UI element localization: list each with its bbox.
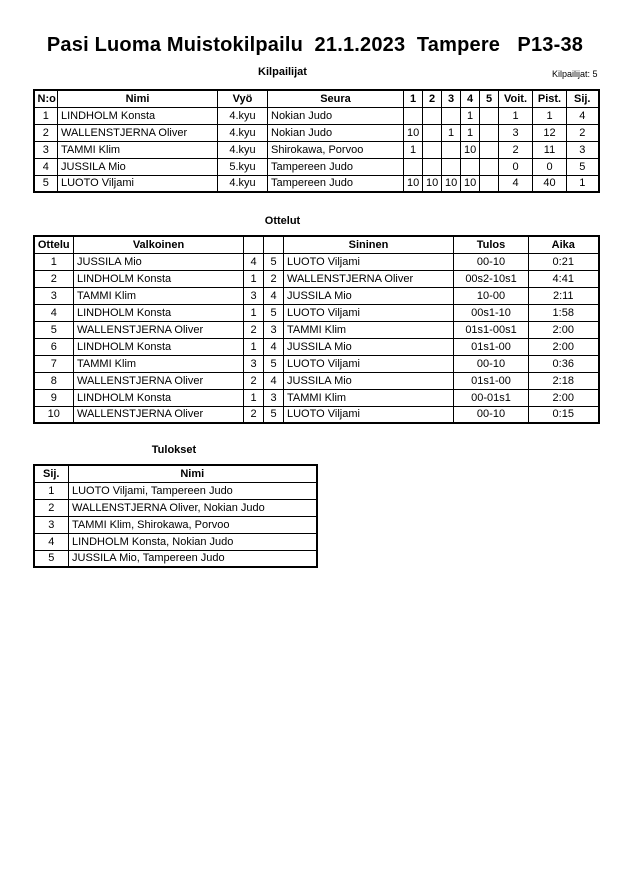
page-title: Pasi Luoma Muistokilpailu 21.1.2023 Tampere P13-38 (46, 34, 584, 56)
cell-tulos: 00s1-10 (454, 304, 529, 321)
cell-valkoinen: WALLENSTJERNA Oliver (74, 372, 244, 389)
cell-sininen: LUOTO Viljami (284, 253, 454, 270)
cell-ottelu: 1 (34, 253, 74, 270)
col-header-sij: Sij. (34, 465, 69, 482)
cell-round-5 (480, 141, 499, 158)
cell-aika: 2:00 (529, 321, 599, 338)
ottelu-row (34, 355, 599, 372)
cell-valkoinen-num: 1 (244, 389, 264, 406)
cell-ottelu: 7 (34, 355, 74, 372)
cell-valkoinen-num: 1 (244, 270, 264, 287)
cell-aika: 2:00 (529, 389, 599, 406)
cell-tulos: 00-10 (454, 355, 529, 372)
cell-sininen-num: 3 (264, 321, 284, 338)
cell-nimi: TAMMI Klim (58, 141, 218, 158)
kilpailija-row (34, 107, 599, 124)
cell-sininen: LUOTO Viljami (284, 355, 454, 372)
cell-sininen: JUSSILA Mio (284, 338, 454, 355)
ottelu-row (34, 287, 599, 304)
tulokset-table (33, 464, 318, 568)
cell-nimi: LUOTO Viljami (58, 175, 218, 192)
cell-aika: 0:15 (529, 406, 599, 423)
cell-round-5 (480, 124, 499, 141)
cell-ottelu: 4 (34, 304, 74, 321)
tulokset-heading: Tulokset (151, 444, 197, 456)
cell-seura: Nokian Judo (268, 124, 404, 141)
tulos-row (34, 516, 317, 533)
cell-round-5 (480, 107, 499, 124)
cell-no: 3 (34, 141, 58, 158)
cell-round-1: 10 (404, 124, 423, 141)
ottelut-heading: Ottelut (264, 215, 301, 227)
cell-ottelu: 9 (34, 389, 74, 406)
cell-sininen: JUSSILA Mio (284, 372, 454, 389)
tulos-row (34, 533, 317, 550)
tulos-row (34, 482, 317, 499)
cell-ottelu: 10 (34, 406, 74, 423)
cell-round-4: 1 (461, 107, 480, 124)
cell-ottelu: 6 (34, 338, 74, 355)
cell-valkoinen-num: 1 (244, 338, 264, 355)
cell-voit: 2 (499, 141, 533, 158)
col-header-nimi: Nimi (58, 90, 218, 107)
cell-valkoinen: TAMMI Klim (74, 355, 244, 372)
cell-valkoinen: JUSSILA Mio (74, 253, 244, 270)
cell-seura: Tampereen Judo (268, 175, 404, 192)
cell-voit: 4 (499, 175, 533, 192)
cell-nimi: WALLENSTJERNA Oliver, Nokian Judo (69, 499, 317, 516)
cell-tulos: 10-00 (454, 287, 529, 304)
cell-aika: 2:00 (529, 338, 599, 355)
cell-nimi: LINDHOLM Konsta, Nokian Judo (69, 533, 317, 550)
col-header-no: N:o (34, 90, 58, 107)
cell-round-1 (404, 158, 423, 175)
ottelu-row (34, 338, 599, 355)
col-header-sininen: Sininen (284, 236, 454, 253)
ottelu-row (34, 304, 599, 321)
col-header-round-3: 3 (442, 90, 461, 107)
cell-nimi: WALLENSTJERNA Oliver (58, 124, 218, 141)
cell-sij: 5 (567, 158, 599, 175)
cell-tulos: 00-10 (454, 253, 529, 270)
cell-aika: 2:11 (529, 287, 599, 304)
cell-no: 2 (34, 124, 58, 141)
cell-round-1: 10 (404, 175, 423, 192)
cell-sininen: TAMMI Klim (284, 389, 454, 406)
kilpailijat-table (33, 89, 600, 193)
competitor-count-label: Kilpailijat: 5 (551, 69, 598, 79)
col-header-vyo: Vyö (218, 90, 268, 107)
tulos-row (34, 550, 317, 567)
kilpailijat-header-row (33, 66, 598, 81)
cell-nimi: TAMMI Klim, Shirokawa, Porvoo (69, 516, 317, 533)
cell-round-4: 1 (461, 124, 480, 141)
cell-valkoinen: TAMMI Klim (74, 287, 244, 304)
cell-sininen-num: 5 (264, 355, 284, 372)
cell-sij: 5 (34, 550, 69, 567)
cell-round-4: 10 (461, 175, 480, 192)
cell-sij: 3 (34, 516, 69, 533)
cell-sininen-num: 5 (264, 253, 284, 270)
cell-valkoinen-num: 2 (244, 406, 264, 423)
cell-aika: 4:41 (529, 270, 599, 287)
col-header-tulos: Tulos (454, 236, 529, 253)
cell-valkoinen: LINDHOLM Konsta (74, 389, 244, 406)
cell-tulos: 00-01s1 (454, 389, 529, 406)
col-header-blank-1 (244, 236, 264, 253)
cell-no: 5 (34, 175, 58, 192)
cell-vyo: 4.kyu (218, 124, 268, 141)
cell-pist: 12 (533, 124, 567, 141)
ottelut-table (33, 235, 600, 424)
cell-voit: 1 (499, 107, 533, 124)
cell-round-1: 1 (404, 141, 423, 158)
col-header-seura: Seura (268, 90, 404, 107)
page-content (33, 66, 598, 568)
col-header-ottelu: Ottelu (34, 236, 74, 253)
cell-no: 1 (34, 107, 58, 124)
cell-sininen-num: 5 (264, 406, 284, 423)
cell-round-4 (461, 158, 480, 175)
cell-valkoinen-num: 3 (244, 287, 264, 304)
cell-tulos: 01s1-00 (454, 372, 529, 389)
cell-sininen: WALLENSTJERNA Oliver (284, 270, 454, 287)
kilpailijat-heading: Kilpailijat (258, 66, 307, 78)
col-header-blank-2 (264, 236, 284, 253)
cell-ottelu: 8 (34, 372, 74, 389)
cell-round-3 (442, 141, 461, 158)
cell-sij: 2 (567, 124, 599, 141)
ottelu-row (34, 270, 599, 287)
cell-round-5 (480, 158, 499, 175)
cell-sij: 2 (34, 499, 69, 516)
cell-nimi: JUSSILA Mio, Tampereen Judo (69, 550, 317, 567)
col-header-round-1: 1 (404, 90, 423, 107)
cell-aika: 0:36 (529, 355, 599, 372)
cell-sininen: LUOTO Viljami (284, 406, 454, 423)
col-header-pist: Pist. (533, 90, 567, 107)
cell-sininen: JUSSILA Mio (284, 287, 454, 304)
cell-tulos: 01s1-00 (454, 338, 529, 355)
tulos-row (34, 499, 317, 516)
ottelu-row (34, 406, 599, 423)
cell-round-2 (423, 158, 442, 175)
cell-round-5 (480, 175, 499, 192)
cell-ottelu: 3 (34, 287, 74, 304)
col-header-round-2: 2 (423, 90, 442, 107)
cell-sininen-num: 4 (264, 338, 284, 355)
cell-round-2 (423, 124, 442, 141)
cell-voit: 0 (499, 158, 533, 175)
cell-tulos: 01s1-00s1 (454, 321, 529, 338)
col-header-round-5: 5 (480, 90, 499, 107)
cell-sininen: TAMMI Klim (284, 321, 454, 338)
cell-valkoinen-num: 3 (244, 355, 264, 372)
tulokset-header (34, 465, 317, 482)
col-header-voit: Voit. (499, 90, 533, 107)
cell-round-3 (442, 158, 461, 175)
cell-seura: Nokian Judo (268, 107, 404, 124)
cell-valkoinen: LINDHOLM Konsta (74, 304, 244, 321)
cell-valkoinen-num: 1 (244, 304, 264, 321)
cell-nimi: LUOTO Viljami, Tampereen Judo (69, 482, 317, 499)
cell-round-4: 10 (461, 141, 480, 158)
cell-sininen-num: 3 (264, 389, 284, 406)
cell-pist: 40 (533, 175, 567, 192)
cell-sininen: LUOTO Viljami (284, 304, 454, 321)
cell-aika: 1:58 (529, 304, 599, 321)
cell-pist: 11 (533, 141, 567, 158)
ottelu-row (34, 253, 599, 270)
col-header-nimi: Nimi (69, 465, 317, 482)
cell-sij: 3 (567, 141, 599, 158)
col-header-aika: Aika (529, 236, 599, 253)
cell-aika: 2:18 (529, 372, 599, 389)
cell-round-3: 1 (442, 124, 461, 141)
cell-round-2 (423, 141, 442, 158)
cell-vyo: 5.kyu (218, 158, 268, 175)
cell-valkoinen: WALLENSTJERNA Oliver (74, 321, 244, 338)
cell-valkoinen-num: 2 (244, 372, 264, 389)
cell-valkoinen: LINDHOLM Konsta (74, 338, 244, 355)
cell-sij: 4 (567, 107, 599, 124)
ottelut-header (34, 236, 599, 253)
cell-pist: 1 (533, 107, 567, 124)
cell-sininen-num: 4 (264, 372, 284, 389)
cell-vyo: 4.kyu (218, 141, 268, 158)
kilpailija-row (34, 175, 599, 192)
ottelu-row (34, 389, 599, 406)
col-header-sij: Sij. (567, 90, 599, 107)
cell-valkoinen: LINDHOLM Konsta (74, 270, 244, 287)
cell-seura: Shirokawa, Porvoo (268, 141, 404, 158)
cell-valkoinen-num: 2 (244, 321, 264, 338)
kilpailija-row (34, 141, 599, 158)
cell-voit: 3 (499, 124, 533, 141)
cell-sij: 1 (34, 482, 69, 499)
cell-seura: Tampereen Judo (268, 158, 404, 175)
cell-round-2: 10 (423, 175, 442, 192)
cell-vyo: 4.kyu (218, 107, 268, 124)
cell-sij: 1 (567, 175, 599, 192)
cell-round-1 (404, 107, 423, 124)
cell-aika: 0:21 (529, 253, 599, 270)
cell-round-3 (442, 107, 461, 124)
ottelu-row (34, 321, 599, 338)
cell-nimi: LINDHOLM Konsta (58, 107, 218, 124)
kilpailijat-header (34, 90, 599, 107)
cell-sij: 4 (34, 533, 69, 550)
cell-sininen-num: 5 (264, 304, 284, 321)
cell-sininen-num: 2 (264, 270, 284, 287)
cell-round-3: 10 (442, 175, 461, 192)
cell-tulos: 00-10 (454, 406, 529, 423)
col-header-valkoinen: Valkoinen (74, 236, 244, 253)
col-header-round-4: 4 (461, 90, 480, 107)
cell-ottelu: 2 (34, 270, 74, 287)
cell-no: 4 (34, 158, 58, 175)
cell-tulos: 00s2-10s1 (454, 270, 529, 287)
kilpailija-row (34, 158, 599, 175)
kilpailija-row (34, 124, 599, 141)
cell-round-2 (423, 107, 442, 124)
cell-pist: 0 (533, 158, 567, 175)
cell-ottelu: 5 (34, 321, 74, 338)
cell-nimi: JUSSILA Mio (58, 158, 218, 175)
cell-valkoinen-num: 4 (244, 253, 264, 270)
cell-vyo: 4.kyu (218, 175, 268, 192)
cell-sininen-num: 4 (264, 287, 284, 304)
cell-valkoinen: WALLENSTJERNA Oliver (74, 406, 244, 423)
ottelu-row (34, 372, 599, 389)
